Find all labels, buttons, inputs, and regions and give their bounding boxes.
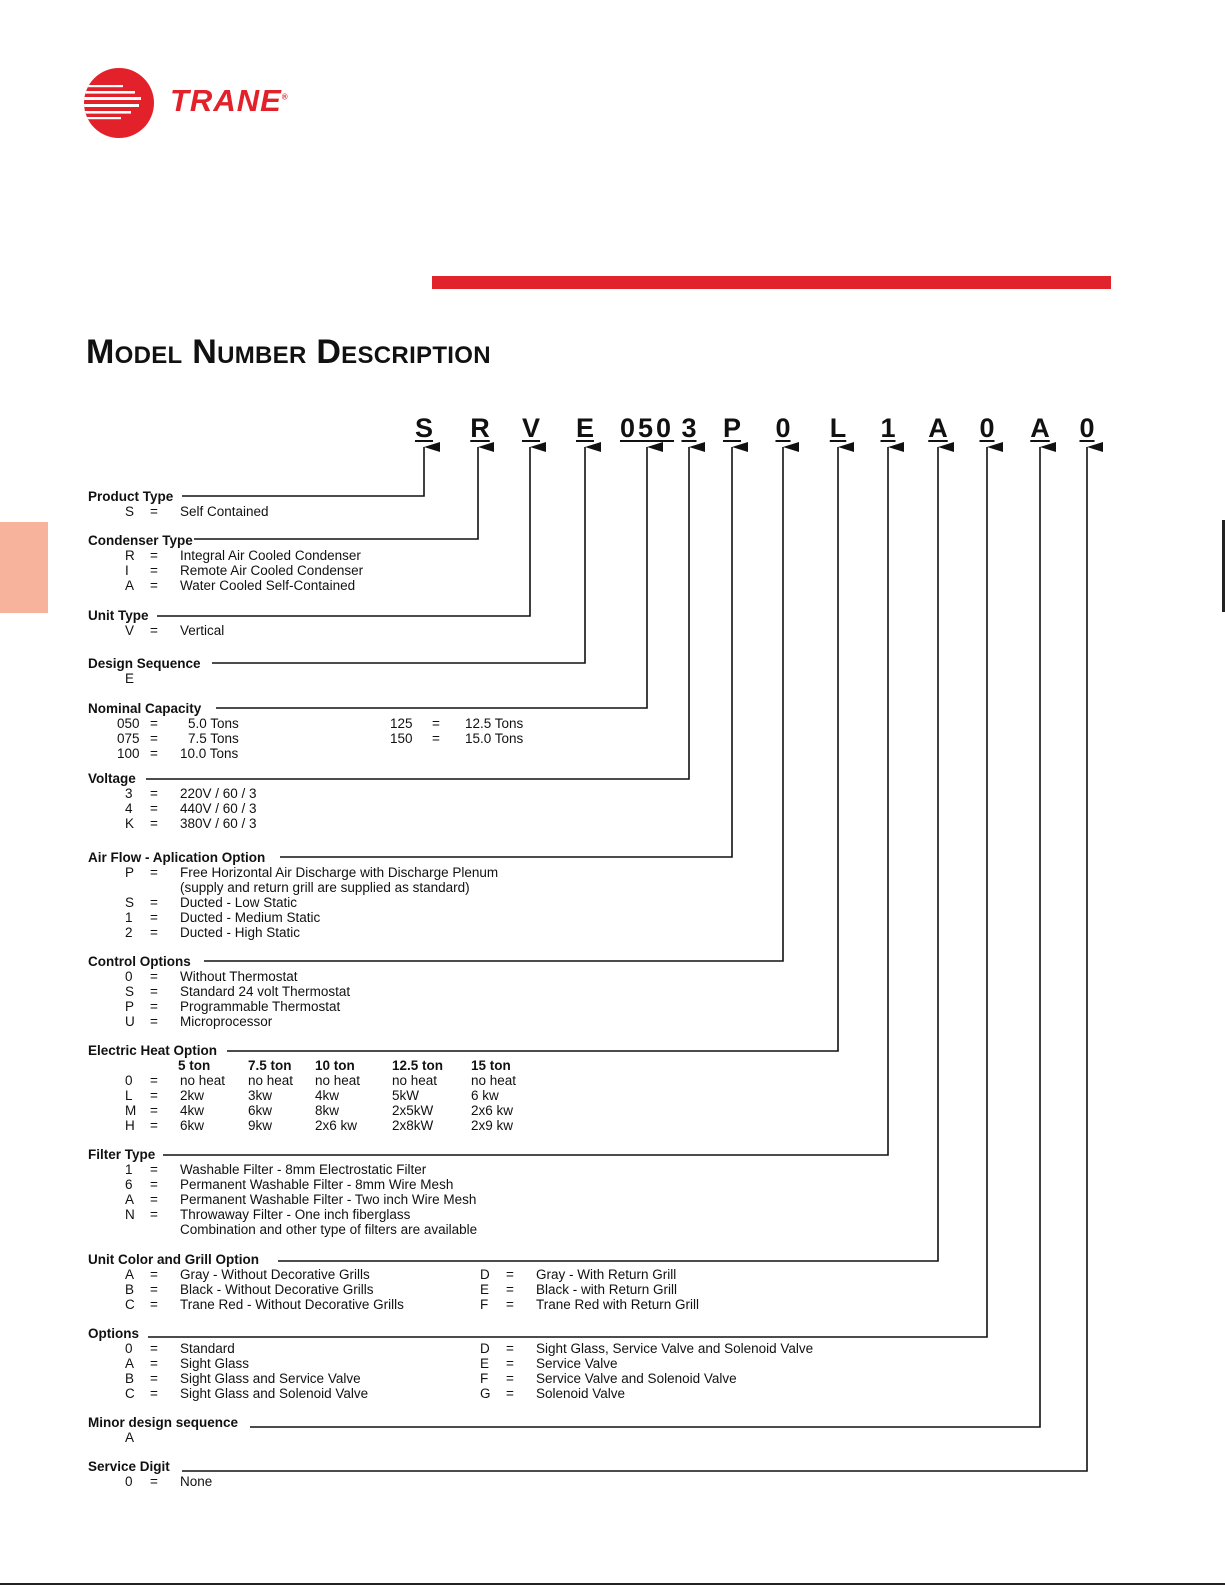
model-digit: 1 [880, 413, 896, 443]
cell: no heat [180, 1073, 226, 1088]
brand-wordmark: TRANE® [170, 83, 289, 118]
code: I [125, 563, 129, 578]
section-heading-design-sequence: Design Sequence [88, 656, 201, 671]
section-heading-air-flow: Air Flow - Aplication Option [88, 850, 266, 865]
description: Vertical [180, 623, 225, 638]
description: Trane Red with Return Grill [536, 1297, 700, 1312]
equals: = [506, 1356, 514, 1371]
description: Standard 24 volt Thermostat [180, 984, 351, 999]
cell: no heat [315, 1073, 361, 1088]
cell: 6kw [180, 1118, 205, 1133]
description: Ducted - Medium Static [180, 910, 321, 925]
model-digit: L [829, 413, 847, 443]
cell: 2kw [180, 1088, 205, 1103]
page-title: Model Number Description [86, 333, 491, 371]
equals: = [150, 1192, 158, 1207]
section-heading-unit-color: Unit Color and Grill Option [88, 1252, 259, 1267]
equals: = [150, 1267, 158, 1282]
description: Sight Glass, Service Valve and Solenoid Valve [536, 1341, 814, 1356]
description: (supply and return grill are supplied as standard) [180, 880, 470, 895]
model-digit: V [521, 413, 541, 443]
code: E [125, 671, 135, 686]
description: Sight Glass and Service Valve [180, 1371, 361, 1386]
code: S [125, 984, 135, 999]
description: Gray - Without Decorative Grills [180, 1267, 370, 1282]
equals: = [150, 895, 158, 910]
code: 4 [125, 801, 133, 816]
description: 220V / 60 / 3 [180, 786, 257, 801]
code: A [125, 1430, 135, 1445]
equals: = [506, 1282, 514, 1297]
description: Standard [180, 1341, 235, 1356]
code: C [125, 1386, 135, 1401]
connector-unit-color [278, 447, 938, 1261]
code: P [125, 999, 135, 1014]
column-header: 15 ton [471, 1058, 511, 1073]
code: M [125, 1103, 137, 1118]
description: Ducted - High Static [180, 925, 301, 940]
code: S [125, 504, 135, 519]
equals: = [506, 1297, 514, 1312]
code: 100 [117, 746, 140, 761]
description: None [180, 1474, 213, 1489]
description: 12.5 Tons [465, 716, 524, 731]
description: 5.0 Tons [188, 716, 239, 731]
equals: = [150, 801, 158, 816]
equals: = [150, 925, 158, 940]
description: Integral Air Cooled Condenser [180, 548, 361, 563]
code: A [125, 578, 135, 593]
code: B [125, 1282, 135, 1297]
equals: = [150, 1103, 158, 1118]
description: 15.0 Tons [465, 731, 524, 746]
cell: 2x5kW [392, 1103, 434, 1118]
code: 0 [125, 1341, 133, 1356]
code: 150 [390, 731, 413, 746]
equals: = [506, 1341, 514, 1356]
equals: = [506, 1386, 514, 1401]
code: R [125, 548, 135, 563]
equals: = [150, 1014, 158, 1029]
model-digit: 0 [775, 413, 791, 443]
code: 3 [125, 786, 133, 801]
equals: = [150, 865, 158, 880]
column-header: 12.5 ton [392, 1058, 444, 1073]
description: Permanent Washable Filter - 8mm Wire Mesh [180, 1177, 454, 1192]
equals: = [150, 1088, 158, 1103]
equals: = [150, 786, 158, 801]
equals: = [150, 563, 158, 578]
section-heading-filter-type: Filter Type [88, 1147, 156, 1162]
equals: = [150, 999, 158, 1014]
equals: = [150, 746, 158, 761]
section-heading-service-digit: Service Digit [88, 1459, 170, 1474]
connector-product-type [182, 447, 424, 496]
equals: = [150, 1073, 158, 1088]
cell: 8kw [315, 1103, 340, 1118]
section-heading-voltage: Voltage [88, 771, 136, 786]
code: P [125, 865, 135, 880]
equals: = [150, 1177, 158, 1192]
equals: = [506, 1267, 514, 1282]
description: Self Contained [180, 504, 269, 519]
code: A [125, 1267, 135, 1282]
column-header: 7.5 ton [248, 1058, 292, 1073]
section-heading-minor-design: Minor design sequence [88, 1415, 239, 1430]
equals: = [150, 816, 158, 831]
code: 1 [125, 1162, 133, 1177]
cell: 2x6 kw [471, 1103, 514, 1118]
cell: 9kw [248, 1118, 273, 1133]
equals: = [150, 1282, 158, 1297]
cell: no heat [471, 1073, 517, 1088]
section-heading-condenser-type: Condenser Type [88, 533, 193, 548]
equals: = [506, 1371, 514, 1386]
equals: = [150, 984, 158, 999]
description: Remote Air Cooled Condenser [180, 563, 364, 578]
cell: 2x9 kw [471, 1118, 514, 1133]
code: B [125, 1371, 135, 1386]
model-digit: 0 [1079, 413, 1095, 443]
code: E [480, 1356, 490, 1371]
equals: = [150, 1356, 158, 1371]
code: 0 [125, 969, 133, 984]
description: Throwaway Filter - One inch fiberglass [180, 1207, 411, 1222]
description: Black - Without Decorative Grills [180, 1282, 374, 1297]
equals: = [432, 731, 440, 746]
description: Combination and other type of filters are available [180, 1222, 478, 1237]
column-header: 10 ton [315, 1058, 355, 1073]
code: H [125, 1118, 135, 1133]
equals: = [150, 1386, 158, 1401]
code: V [125, 623, 135, 638]
cell: 5kW [392, 1088, 419, 1103]
cell: 2x8kW [392, 1118, 434, 1133]
code: 2 [125, 925, 133, 940]
connector-service-digit [182, 447, 1087, 1471]
section-heading-unit-type: Unit Type [88, 608, 149, 623]
code: S [125, 895, 135, 910]
equals: = [150, 731, 158, 746]
model-digit: 0 [979, 413, 995, 443]
code: N [125, 1207, 135, 1222]
description: Washable Filter - 8mm Electrostatic Filter [180, 1162, 427, 1177]
equals: = [150, 1297, 158, 1312]
equals: = [150, 504, 158, 519]
model-digit: A [928, 413, 948, 443]
equals: = [150, 578, 158, 593]
model-digit: S [414, 413, 434, 443]
description: Service Valve [536, 1356, 618, 1371]
model-digit: P [722, 413, 742, 443]
model-digit: 050 [619, 413, 675, 443]
code: 6 [125, 1177, 133, 1192]
description: 380V / 60 / 3 [180, 816, 257, 831]
equals: = [150, 548, 158, 563]
description: Service Valve and Solenoid Valve [536, 1371, 737, 1386]
equals: = [150, 1207, 158, 1222]
description: Sight Glass and Solenoid Valve [180, 1386, 369, 1401]
cell: 4kw [315, 1088, 340, 1103]
cell: no heat [248, 1073, 294, 1088]
section-heading-control-options: Control Options [88, 954, 191, 969]
connector-air-flow [280, 447, 732, 857]
section-heading-electric-heat: Electric Heat Option [88, 1043, 218, 1058]
description: Ducted - Low Static [180, 895, 298, 910]
cell: 4kw [180, 1103, 205, 1118]
description: Free Horizontal Air Discharge with Discharge Plenum [180, 865, 499, 880]
code: 125 [390, 716, 413, 731]
code: K [125, 816, 135, 831]
description: Microprocessor [180, 1014, 273, 1029]
cell: no heat [392, 1073, 438, 1088]
description: Water Cooled Self-Contained [180, 578, 356, 593]
model-digit: E [575, 413, 595, 443]
section-heading-nominal-capacity: Nominal Capacity [88, 701, 202, 716]
code: G [480, 1386, 491, 1401]
description: Trane Red - Without Decorative Grills [180, 1297, 404, 1312]
equals: = [150, 1162, 158, 1177]
cell: 6 kw [471, 1088, 499, 1103]
code: 0 [125, 1474, 133, 1489]
connector-condenser-type [194, 447, 478, 539]
description: 10.0 Tons [180, 746, 239, 761]
description: 440V / 60 / 3 [180, 801, 257, 816]
equals: = [150, 969, 158, 984]
description: Black - with Return Grill [536, 1282, 678, 1297]
code: L [125, 1088, 133, 1103]
description: Permanent Washable Filter - Two inch Wire Mesh [180, 1192, 477, 1207]
description: 7.5 Tons [188, 731, 239, 746]
code: C [125, 1297, 135, 1312]
equals: = [150, 1118, 158, 1133]
description: Sight Glass [180, 1356, 250, 1371]
code: A [125, 1192, 135, 1207]
model-digit: A [1030, 413, 1050, 443]
equals: = [150, 1341, 158, 1356]
column-header: 5 ton [178, 1058, 211, 1073]
cell: 3kw [248, 1088, 273, 1103]
code: 0 [125, 1073, 133, 1088]
code: D [480, 1267, 490, 1282]
description: Programmable Thermostat [180, 999, 341, 1014]
code: D [480, 1341, 490, 1356]
code: 075 [117, 731, 140, 746]
code: A [125, 1356, 135, 1371]
code: E [480, 1282, 490, 1297]
cell: 6kw [248, 1103, 273, 1118]
equals: = [432, 716, 440, 731]
description: Gray - With Return Grill [536, 1267, 677, 1282]
equals: = [150, 623, 158, 638]
code: F [480, 1297, 489, 1312]
equals: = [150, 1474, 158, 1489]
cell: 2x6 kw [315, 1118, 358, 1133]
code: 1 [125, 910, 133, 925]
section-heading-options: Options [88, 1326, 139, 1341]
model-digit: R [470, 413, 490, 443]
section-heading-product-type: Product Type [88, 489, 174, 504]
equals: = [150, 1371, 158, 1386]
code: 050 [117, 716, 140, 731]
description: Without Thermostat [180, 969, 298, 984]
code: F [480, 1371, 489, 1386]
equals: = [150, 716, 158, 731]
code: U [125, 1014, 135, 1029]
equals: = [150, 910, 158, 925]
model-digit: 3 [681, 413, 697, 443]
description: Solenoid Valve [536, 1386, 626, 1401]
